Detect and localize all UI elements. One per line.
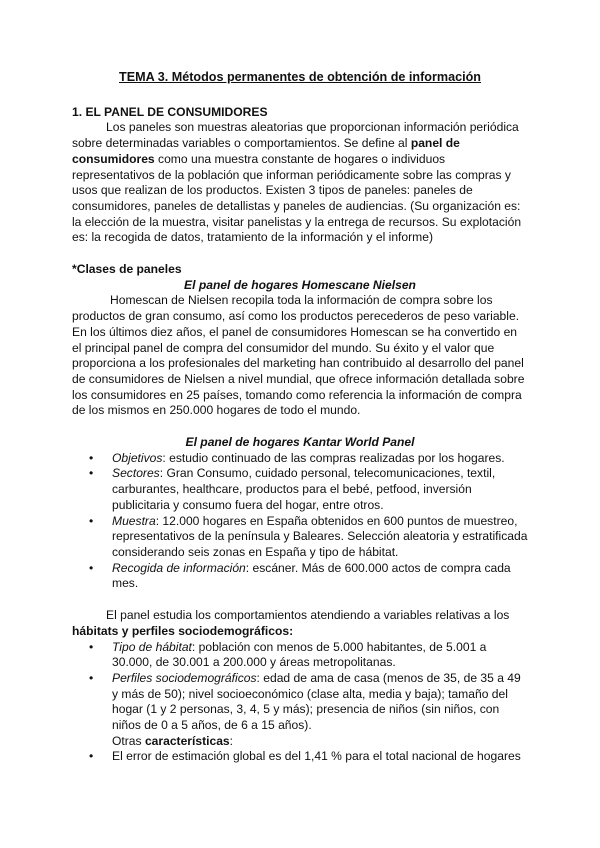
variables-list bbox=[72, 640, 528, 734]
homescan-title: El panel de hogares Homescane Nielsen bbox=[184, 277, 416, 292]
list-item: • El error de estimación global es del 1,41 % para el total nacional de hogares bbox=[112, 749, 528, 765]
list-item bbox=[112, 671, 528, 734]
page-title: TEMA 3. Métodos permanentes de obtención de información bbox=[119, 70, 481, 84]
intro-bold-term: panel de consumidores bbox=[72, 136, 460, 166]
variables-bold: hábitats y perfiles sociodemográficos: bbox=[72, 623, 294, 638]
list-item bbox=[112, 451, 528, 467]
kantar-list bbox=[72, 451, 528, 592]
item-text: : 12.000 hogares en España obtenidos en 600 puntos de muestreo, representativos de la península y Baleares. Selección aleatoria y estratificada considerando seis zonas en España y tipo de hábitat. bbox=[112, 513, 528, 559]
item-label: Muestra bbox=[112, 513, 156, 528]
item-text: : Gran Consumo, cuidado personal, telecomunicaciones, textil, carburantes, healthcare, productos para el bebé, petfood, inversión publicitaria y consumo fuera del hogar, entre otros. bbox=[112, 466, 496, 512]
item-text: : escáner. Más de 600.000 actos de compra cada mes. bbox=[112, 560, 511, 591]
item-label: Objetivos bbox=[112, 450, 163, 465]
variables-paragraph bbox=[72, 608, 528, 639]
section-heading: 1. EL PANEL DE CONSUMIDORES bbox=[72, 104, 268, 119]
homescan-paragraph: Homescan de Nielsen recopila toda la información de compra sobre los productos de gran consumo, así como los productos perecederos de peso variable. En los últimos diez años, el panel de consumidores Homescan se ha convertido en el principal panel de compra del consumidor del mundo. Su éxito y el valor que proporciona a los profesionales del marketing han contribuido al desarrollo del panel de consumidores de Nielsen a nivel mundial, que ofrece información detallada sobre los consumidores en 25 países, tomando como referencia la información de compra de los mismos en 250.000 hogares de todo el mundo. bbox=[72, 293, 525, 418]
item-label: Recogida de información bbox=[112, 560, 246, 575]
intro-text-a: Los paneles son muestras aleatorias que proporcionan información periódica sobre determinadas variables o comportamientos. Se define al bbox=[72, 120, 519, 151]
item-text: : población con menos de 5.000 habitantes, de 5.001 a 30.000, de 30.001 a 200.000 y áreas metropolitanas. bbox=[112, 639, 487, 670]
otras-colon: : bbox=[229, 733, 234, 748]
item-label: Sectores bbox=[112, 466, 160, 481]
otras-text: Otras bbox=[112, 733, 145, 748]
intro-text-b: como una muestra constante de hogares o individuos representativos de la población que informan periódicamente sobre las compras y usos que realizan de los productos. Existen 3 tipos de paneles: paneles de consumidores, paneles de detallistas y paneles de audiencias. (Su organización es: la elección de la muestra, visitar panelistas y la entrega de recursos. Su explotación es: la recogida de datos, tratamiento de la información y el informe) bbox=[72, 151, 522, 245]
kantar-title: El panel de hogares Kantar World Panel bbox=[185, 435, 415, 450]
item-text: : edad de ama de casa (menos de 35, de 35 a 49 y más de 50); nivel socioeconómico (clase alta, media y baja); tamaño del hogar (1 y 2 personas, 3, 4, 5 y más); presencia de niños (sin niños, con niños de 0 a 5 años, de 6 a 15 años). bbox=[112, 670, 521, 733]
otras-line bbox=[112, 734, 528, 750]
item-text: : estudio continuado de las compras realizadas por los hogares. bbox=[162, 450, 505, 465]
otras-list bbox=[72, 749, 528, 765]
item-label: Perfiles sociodemográficos bbox=[112, 670, 257, 685]
list-item bbox=[112, 640, 528, 671]
list-item bbox=[112, 561, 528, 592]
variables-text: El panel estudia los comportamientos atendiendo a variables relativas a los bbox=[106, 608, 510, 623]
item-label: Tipo de hábitat bbox=[112, 639, 192, 654]
clases-heading: *Clases de paneles bbox=[72, 262, 182, 277]
intro-paragraph bbox=[72, 120, 528, 246]
otras-bold: características bbox=[144, 733, 230, 748]
list-item bbox=[112, 466, 528, 513]
list-item bbox=[112, 514, 528, 561]
